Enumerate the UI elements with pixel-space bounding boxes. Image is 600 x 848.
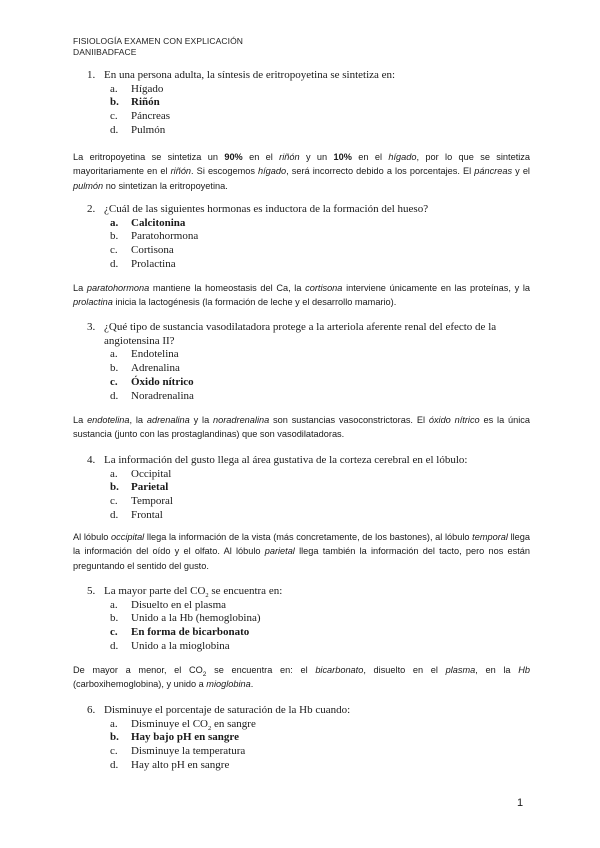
option-letter: c. [110,745,118,758]
text-run: , por lo que se sintetiza mayoritariamente en el [73,152,530,177]
option-letter: b. [110,96,119,109]
question-text [104,585,532,599]
emphasis: adrenalina [146,415,190,425]
option-letter: b. [110,230,119,243]
strong: 90% [224,152,243,162]
emphasis: noradrenalina [213,415,270,425]
question-number: 5. [87,585,96,597]
emphasis: paratohormona [86,283,150,293]
text-run: y el [512,166,530,177]
text-run: , en la [475,665,519,675]
emphasis: bicarbonato [315,665,364,675]
option-b [110,230,532,244]
option-letter: b. [110,362,119,375]
emphasis: riñón [279,152,300,162]
option-letter: d. [110,123,119,136]
text-run: . Si escogemos [191,166,259,177]
option-d [110,390,532,404]
emphasis: óxido nítrico [428,415,480,425]
subscript: 2 [202,670,207,678]
explanation-5 [73,663,530,692]
text-run: en el [242,152,280,162]
emphasis: riñón [170,166,192,177]
header-title: FISIOLOGÍA EXAMEN CON EXPLICACIÓN [73,36,244,46]
subscript: 2 [205,592,209,600]
option-letter: c. [110,244,118,257]
option-a [110,718,532,732]
text-run: , será incorrecto debido a los porcentajes. El [286,166,475,177]
text-run: inicia la lactogénesis (la formación de leche y el desarrollo mamario). [112,297,397,308]
option-c [110,745,532,759]
option-letter: c. [110,375,118,388]
text-run: y la [189,415,214,425]
text-run: interviene únicamente en las proteínas, y la [342,283,530,293]
option-text: Frontal [131,508,163,521]
text-run: y un [299,152,334,162]
option-c [110,110,532,124]
question-text: En una persona adulta, la síntesis de eritropoyetina se sintetiza en: [104,69,396,81]
option-d [110,258,532,272]
correct-answer-text: Riñón [131,96,160,109]
question-number: 3. [87,321,96,333]
question-text: ¿Qué tipo de sustancia vasodilatadora protege a la arteriola aferente renal del efecto de la angiotensina II? [104,321,497,347]
emphasis: pulmón [73,180,104,191]
option-letter: b. [110,731,119,744]
emphasis: páncreas [474,166,513,177]
text-run: llega la información del oído y el olfato. Al lóbulo [73,532,531,557]
question-text: Disminuye el porcentaje de saturación de la Hb cuando: [104,704,351,716]
option-letter: d. [110,639,119,652]
option-a [110,599,532,613]
option-letter: c. [110,495,118,508]
text-run: Al lóbulo [73,532,112,542]
option-text: Cortisona [131,244,174,257]
option-c [110,244,532,258]
emphasis: endotelina [87,415,130,425]
options-list [87,83,532,138]
option-text: Paratohormona [131,230,199,243]
question-6 [87,704,532,773]
explanation-3 [73,413,530,442]
question-number: 2. [87,203,96,215]
option-letter: a. [110,82,118,95]
option-a [110,83,532,97]
option-text: Páncreas [131,110,171,123]
text-run: se encuentra en: el [206,665,316,675]
text-run: es la única sustancia (junto con las prostaglandinas) que son vasodilatadoras. [73,415,530,440]
option-a [110,468,532,482]
text-run: De mayor a menor, el CO [73,665,203,675]
question-number: 1. [87,69,96,81]
option-letter: d. [110,508,119,521]
option-text: Unido a la mioglobina [131,639,230,652]
text-run: . [250,679,254,690]
document-header [73,36,243,58]
text-run: son sustancias vasoconstrictoras. El [269,415,429,425]
option-text: Disminuye la temperatura [131,745,246,758]
option-b [110,362,532,376]
text-run: no sintetizan la eritropoyetina. [103,180,228,191]
option-letter: a. [110,598,118,611]
option-text: Disuelto en el plasma [131,598,227,611]
text-run: La eritropoyetina se sintetiza un [73,152,225,162]
option-text [131,718,256,732]
emphasis: prolactina [73,297,113,308]
explanation-4 [73,530,530,573]
correct-answer-text: Óxido nítrico [131,375,194,388]
correct-answer-text: Parietal [131,481,169,494]
option-text: Endotelina [131,348,179,361]
strong: 10% [333,152,352,162]
option-text: Prolactina [131,257,176,270]
option-letter: d. [110,389,119,402]
option-b [110,481,532,495]
option-text: Occipital [131,467,172,480]
correct-answer-text: Calcitonina [131,216,186,229]
question-number: 4. [87,454,96,466]
options-list [87,217,532,272]
explanation-2 [73,281,530,310]
question-1 [87,69,532,138]
option-a [110,348,532,362]
option-letter: d. [110,758,119,771]
option-letter: b. [110,481,119,494]
correct-answer-text: En forma de bicarbonato [131,626,250,639]
text-run: llega también la información del tacto, pero nos están preguntando el sentido del gusto. [73,546,530,571]
option-text: Hígado [131,82,164,95]
emphasis: mioglobina [206,679,251,690]
option-d [110,509,532,523]
emphasis: plasma [445,665,476,675]
option-a [110,217,532,231]
page-number: 1 [517,797,524,809]
options-list [87,348,532,403]
option-d [110,124,532,138]
question-number: 6. [87,704,96,716]
question-2 [87,203,532,272]
text-run: se encuentra en: [208,585,283,597]
question-text: La información del gusto llega al área gustativa de la corteza cerebral en el lóbulo: [104,454,468,466]
text-run: en sangre [211,717,256,730]
text-run: La [73,415,88,425]
option-letter: c. [110,110,118,123]
option-letter: a. [110,348,118,361]
emphasis: hígado [258,166,287,177]
option-b [110,612,532,626]
emphasis: parietal [264,546,295,557]
option-c [110,626,532,640]
option-letter: b. [110,612,119,625]
option-text: Unido a la Hb (hemoglobina) [131,612,261,625]
option-letter: a. [110,216,119,229]
text-run: Disminuye el CO [131,717,208,730]
option-text: Hay alto pH en sangre [131,758,230,771]
emphasis: hígado [388,152,417,162]
text-run: La mayor parte del CO [104,585,206,597]
option-letter: a. [110,467,118,480]
option-text: Adrenalina [131,362,180,375]
emphasis: Hb [518,665,530,675]
option-b [110,96,532,110]
emphasis: temporal [472,532,508,542]
option-letter: d. [110,257,119,270]
option-c [110,376,532,390]
question-3 [87,321,532,403]
text-run: , la [129,415,147,425]
option-text: Temporal [131,495,173,508]
text-run: mantiene la homeostasis del Ca, la [149,283,306,293]
header-author: DANIIBADFACE [73,47,137,57]
option-letter: a. [110,717,118,730]
explanation-1 [73,150,530,193]
text-run: , disuelto en el [363,665,446,675]
question-5 [87,585,532,654]
option-text: Noradrenalina [131,389,194,402]
option-d [110,759,532,773]
text-run: (carboxihemoglobina), y unido a [73,679,207,690]
question-text: ¿Cuál de las siguientes hormonas es inductora de la formación del hueso? [104,203,429,215]
option-c [110,495,532,509]
text-run: en el [351,152,389,162]
emphasis: occipital [111,532,145,542]
question-4 [87,454,532,523]
correct-answer-text: Hay bajo pH en sangre [131,731,239,744]
text-run: La [73,283,87,293]
options-list [87,599,532,654]
option-d [110,640,532,654]
option-text: Pulmón [131,123,166,136]
text-run: llega la información de la vista (más concretamente, de los bastones), al lóbulo [144,532,473,542]
options-list [87,718,532,773]
option-letter: c. [110,626,118,639]
subscript: 2 [208,724,212,732]
options-list [87,468,532,523]
emphasis: cortisona [305,283,343,293]
option-b [110,731,532,745]
